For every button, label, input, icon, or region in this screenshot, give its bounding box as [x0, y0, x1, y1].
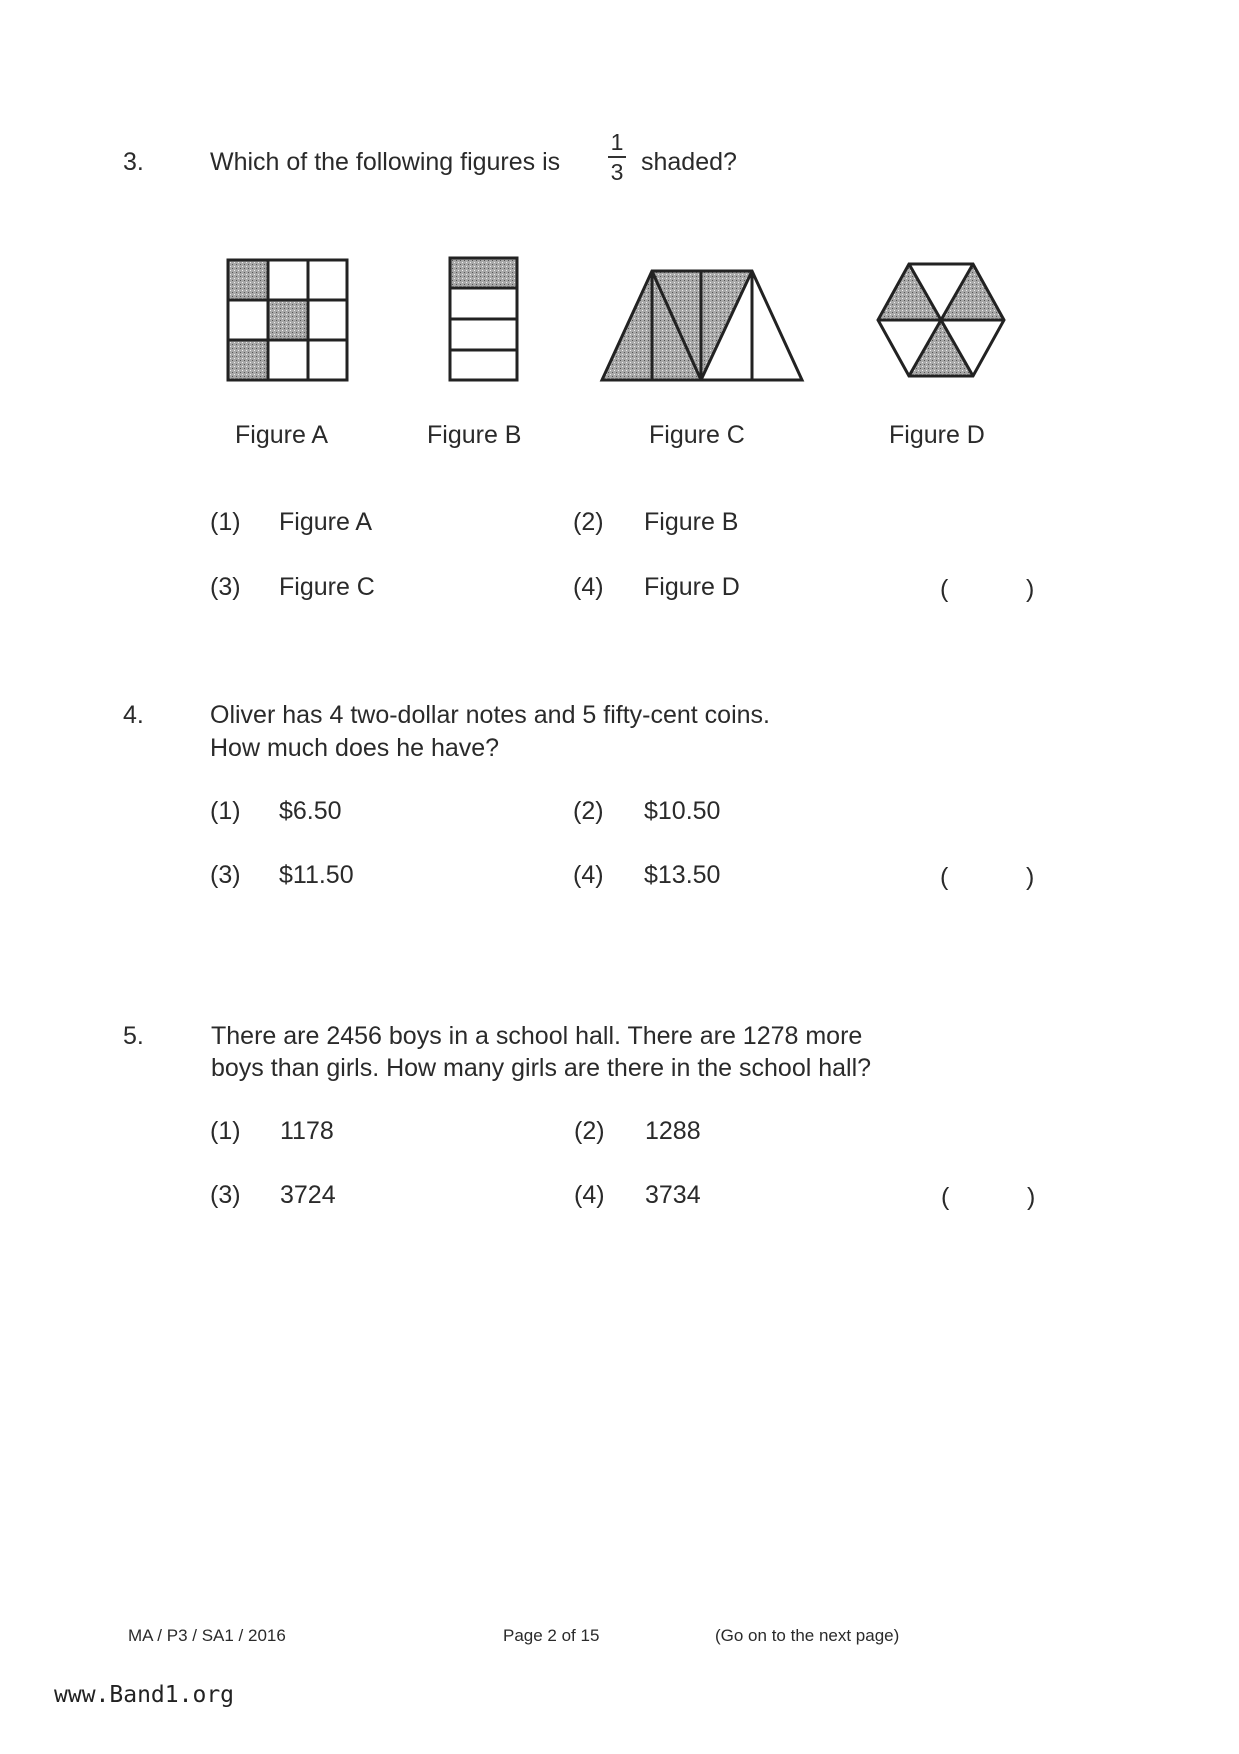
answer-bracket-open: ( [941, 1183, 950, 1211]
figure-label: Figure C [649, 421, 745, 449]
option-text: $11.50 [279, 861, 354, 889]
option-text: 1178 [280, 1117, 334, 1145]
figure-label: Figure B [427, 421, 522, 449]
answer-bracket-open: ( [940, 863, 949, 891]
answer-bracket-close: ) [1026, 575, 1035, 603]
option-number: (3) [210, 573, 241, 601]
figure-d [878, 264, 1004, 376]
option-text: 3734 [645, 1181, 701, 1209]
question-number: 5. [123, 1022, 144, 1050]
option-text: $13.50 [644, 861, 721, 889]
question-number: 3. [123, 148, 144, 176]
question-text: How much does he have? [210, 734, 500, 762]
question-text: boys than girls. How many girls are there in the school hall? [211, 1054, 872, 1082]
option-number: (2) [574, 1117, 605, 1145]
answer-bracket-open: ( [940, 575, 949, 603]
option-number: (4) [573, 861, 604, 889]
shaded-cell [228, 260, 268, 300]
answer-bracket-close: ) [1026, 863, 1035, 891]
figure-a [228, 260, 347, 380]
option-number: (2) [573, 508, 604, 536]
watermark: www.Band1.org [54, 1682, 235, 1708]
footer-next-page: (Go on to the next page) [715, 1626, 900, 1645]
option-number: (3) [210, 1181, 241, 1209]
figure-c [602, 271, 802, 380]
figure-b [450, 258, 517, 380]
option-number: (1) [210, 1117, 241, 1145]
option-text: $6.50 [279, 797, 342, 825]
figure-label: Figure D [889, 421, 985, 449]
option-text: Figure B [644, 508, 739, 536]
option-number: (1) [210, 797, 241, 825]
option-text: Figure C [279, 573, 375, 601]
footer-page-number: Page 2 of 15 [503, 1626, 600, 1645]
option-text: 1288 [645, 1117, 701, 1145]
question-number: 4. [123, 701, 144, 729]
fraction-denominator: 3 [610, 159, 624, 185]
question-text: There are 2456 boys in a school hall. There are 1278 more [211, 1022, 863, 1050]
shaded-cell [450, 258, 517, 288]
footer-code: MA / P3 / SA1 / 2016 [128, 1626, 286, 1645]
option-text: Figure A [279, 508, 373, 536]
option-number: (4) [573, 573, 604, 601]
option-text: $10.50 [644, 797, 721, 825]
answer-bracket-close: ) [1027, 1183, 1036, 1211]
fraction-numerator: 1 [610, 129, 624, 155]
question-text-end: shaded? [641, 148, 737, 176]
question-text: Oliver has 4 two-dollar notes and 5 fifty-cent coins. [210, 701, 770, 729]
shaded-cell [228, 340, 268, 380]
figures [0, 0, 1239, 500]
option-number: (3) [210, 861, 241, 889]
figure-label: Figure A [235, 421, 329, 449]
option-text: 3724 [280, 1181, 336, 1209]
shaded-cell [268, 300, 308, 340]
option-text: Figure D [644, 573, 740, 601]
option-number: (2) [573, 797, 604, 825]
question-text: Which of the following figures is [210, 148, 561, 176]
option-number: (4) [574, 1181, 605, 1209]
option-number: (1) [210, 508, 241, 536]
